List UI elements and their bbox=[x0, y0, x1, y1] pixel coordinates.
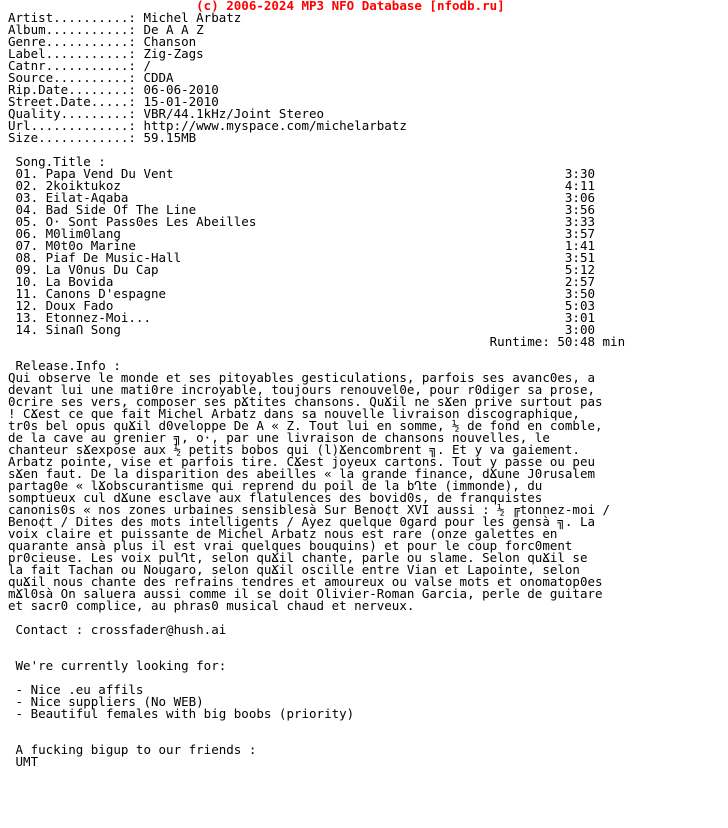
looking-for-item: - Beautiful females with big boobs (priority) bbox=[8, 706, 355, 721]
greetings-group: UMT bbox=[8, 754, 39, 769]
track-line: 11. Canons D'espagne 3:50 bbox=[8, 286, 595, 301]
nfo-line-quality: Quality.........: VBR/44.1kHz/Joint Stereo bbox=[8, 106, 325, 121]
track-line: 02. 2koiktukoz 4:11 bbox=[8, 178, 595, 193]
track-line: 05. O· Sont Pass0es Les Abeilles 3:33 bbox=[8, 214, 595, 229]
nfo-line-label: Label...........: Zig-Zags bbox=[8, 46, 204, 61]
nfo-line-size: Size............: 59.15MB bbox=[8, 130, 197, 145]
track-line: 03. Eilat-Aqaba 3:06 bbox=[8, 190, 595, 205]
nfo-line-genre: Genre...........: Chanson bbox=[8, 34, 197, 49]
track-line: 14. SinaՈ Song 3:00 bbox=[8, 322, 595, 337]
nfo-line-artist: Artist..........: Michel Arbatz bbox=[8, 10, 242, 25]
contact-line: Contact : crossfader@hush.ai bbox=[8, 622, 227, 637]
release-info-line: quarante ansà plus il est vrai quelques bouquins) et pour le coup forc0ment bbox=[8, 538, 573, 553]
greetings-heading: A fucking bigup to our friends : bbox=[8, 742, 257, 757]
nfo-line-street-date: Street.Date.....: 15-01-2010 bbox=[8, 94, 219, 109]
release-info-line: de la cave au grenier ╗, o·, par une livraison de chansons nouvelles, le bbox=[8, 430, 550, 445]
release-info-line: chanteur sՃexpose aux ½ petits bobos qui (l)Ճencombrent ╗. Et y va gaiement. bbox=[8, 442, 580, 457]
release-info-line: canonis0s « nos zones urbaines sensiblesà Sur Beno¢t XVI aussi : ½ ╔tonnez-moi / bbox=[8, 502, 611, 517]
track-line: 04. Bad Side Of The Line 3:56 bbox=[8, 202, 595, 217]
looking-for-item: - Nice suppliers (No WEB) bbox=[8, 694, 204, 709]
track-line: 01. Papa Vend Du Vent 3:30 bbox=[8, 166, 595, 181]
track-line: 06. M0lim0lang 3:57 bbox=[8, 226, 595, 241]
song-title-heading: Song.Title : bbox=[8, 154, 106, 169]
release-info-line: Qui observe le monde et ses pitoyables gesticulations, parfois ses avanc0es, a bbox=[8, 370, 595, 385]
track-line: 13. Etonnez-Moi... 3:01 bbox=[8, 310, 595, 325]
nfo-document bbox=[8, 0, 625, 768]
release-info-line: Arbatz pointe, vise et parfois tire. CՃest joyeux cartons. Tout y passe ou peu bbox=[8, 454, 595, 469]
track-line: 12. Doux Fado 5:03 bbox=[8, 298, 595, 313]
nfo-line-source: Source..........: CDDA bbox=[8, 70, 174, 85]
release-info-line: voix claire et puissante de Michel Arbatz nous est rare (onze galettes en bbox=[8, 526, 558, 541]
release-info-line: 0crire ses vers, composer ses pՃtites chansons. QuՃil ne sՃen prive surtout pas bbox=[8, 394, 603, 409]
release-info-line: sՃen faut. De la disparition des abeilles « la grande finance, dՃune J0rusalem bbox=[8, 466, 595, 481]
release-info-line: partag0e « lՃobscurantisme qui reprend du poil de la bՂte (immonde), du bbox=[8, 478, 543, 493]
release-info-line: Beno¢t / Dites des mots intelligents / Ayez quelque 0gard pour les gensà ╗. La bbox=[8, 514, 595, 529]
looking-for-heading: We're currently looking for: bbox=[8, 658, 227, 673]
release-info-heading: Release.Info : bbox=[8, 358, 121, 373]
track-line: 07. M0t0o Marine 1:41 bbox=[8, 238, 595, 253]
nfo-line-url: Url.............: http://www.myspace.com/michelarbatz bbox=[8, 118, 407, 133]
release-info-line: pr0cieuse. Les voix pulՂt, selon quՃil chante, parle ou slame. Selon quՃil se bbox=[8, 550, 588, 565]
runtime-line: Runtime: 50:48 min bbox=[8, 334, 626, 349]
track-line: 10. La Bovida 2:57 bbox=[8, 274, 595, 289]
nfo-line-rip-date: Rip.Date........: 06-06-2010 bbox=[8, 82, 219, 97]
release-info-line: somptueux cul dՃune esclave aux flatulences des bovid0s, de franquistes bbox=[8, 490, 543, 505]
blank-line bbox=[8, 720, 625, 732]
track-line: 09. La V0nus Du Cap 5:12 bbox=[8, 262, 595, 277]
release-info-line: quՃil nous chante des refrains tendres et amoureux ou valse mots et onomatop0es bbox=[8, 574, 603, 589]
blank-line bbox=[8, 636, 625, 648]
nfo-database-header: (c) 2006-2024 MP3 NFO Database [nfodb.ru] bbox=[8, 0, 505, 13]
looking-for-item: - Nice .eu affils bbox=[8, 682, 144, 697]
track-line: 08. Piaf De Music-Hall 3:51 bbox=[8, 250, 595, 265]
release-info-line: ! CՃest ce que fait Michel Arbatz dans sa nouvelle livraison discographique, bbox=[8, 406, 580, 421]
release-info-line: devant lui une mati0re incroyable, toujours renouvel0e, pour r0diger sa prose, bbox=[8, 382, 595, 397]
release-info-line: et sacr0 complice, au phras0 musical chaud et nerveux. bbox=[8, 598, 415, 613]
release-info-line: mՃl0sà On saluera aussi comme il se doit Olivier-Roman Garcia, perle de guitare bbox=[8, 586, 603, 601]
nfo-line-album: Album...........: De A A Z bbox=[8, 22, 204, 37]
nfo-line-catnr: Catnr...........: / bbox=[8, 58, 151, 73]
release-info-line: tr0s bel opus quՃil d0veloppe De A « Z. Tout lui en somme, ½ de fond en comble, bbox=[8, 418, 603, 433]
release-info-line: la fait Tachan ou Nougaro, selon quՃil oscille entre Vian et Lapointe, selon bbox=[8, 562, 580, 577]
